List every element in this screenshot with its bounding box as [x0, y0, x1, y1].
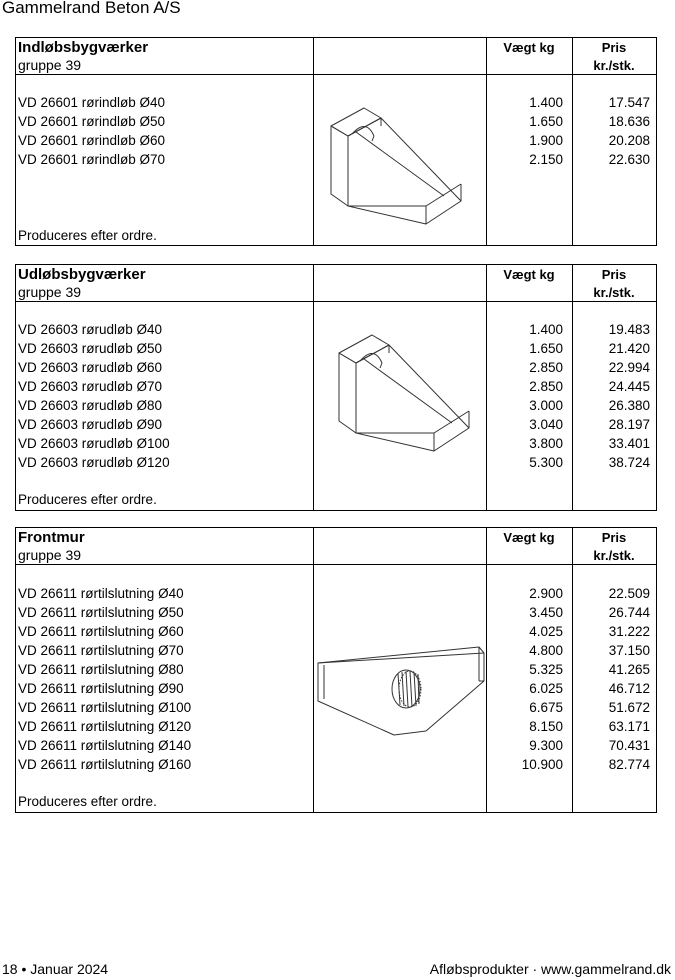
price-header: Pris: [601, 530, 627, 545]
product-name: VD 26611 rørtilslutning Ø80: [18, 662, 184, 677]
weight-header: Vægt kg: [503, 267, 555, 282]
product-weight: 1.900: [529, 133, 563, 148]
product-name: VD 26611 rørtilslutning Ø100: [18, 700, 192, 715]
product-name: VD 26601 rørindløb Ø50: [18, 114, 166, 129]
product-name: VD 26601 rørindløb Ø40: [18, 95, 166, 110]
unit-header: kr./stk.: [593, 548, 635, 563]
company-name: Gammelrand Beton A/S: [2, 0, 181, 17]
product-name: VD 26603 rørudløb Ø100: [18, 436, 170, 451]
product-price: 51.672: [608, 700, 650, 715]
section-title: Frontmur: [18, 529, 85, 546]
product-weight: 4.025: [529, 624, 563, 639]
unit-header: kr./stk.: [593, 58, 635, 73]
product-weight: 1.650: [529, 114, 563, 129]
product-name: VD 26611 rørtilslutning Ø60: [18, 624, 184, 639]
section-group: gruppe 39: [18, 547, 82, 563]
section-udloebsbygvaerker: [15, 264, 657, 511]
product-price: 70.431: [608, 738, 650, 753]
product-price: 22.994: [608, 360, 650, 375]
footer-site: Afløbsprodukter · www.gammelrand.dk: [429, 961, 671, 977]
production-note: Produceres efter ordre.: [18, 492, 157, 507]
product-price: 28.197: [608, 417, 650, 432]
section-title: Indløbsbygværker: [18, 39, 149, 56]
footer-page-date: 18 • Januar 2024: [2, 961, 109, 977]
product-price: 31.222: [608, 624, 650, 639]
product-weight: 10.900: [521, 757, 563, 772]
weight-header: Vægt kg: [503, 40, 555, 55]
product-price: 17.547: [608, 95, 650, 110]
product-price: 38.724: [608, 455, 650, 470]
table-row: [16, 624, 656, 643]
product-weight: 1.400: [529, 95, 563, 110]
product-weight: 9.300: [529, 738, 563, 753]
product-name: VD 26603 rørudløb Ø80: [18, 398, 163, 413]
section-indloebsbygvaerker: [15, 37, 657, 246]
product-weight: 3.450: [529, 605, 563, 620]
product-weight: 1.400: [529, 322, 563, 337]
product-name: VD 26611 rørtilslutning Ø50: [18, 605, 184, 620]
section-title: Udløbsbygværker: [18, 266, 146, 283]
product-name: VD 26603 rørudløb Ø60: [18, 360, 163, 375]
product-name: VD 26611 rørtilslutning Ø40: [18, 586, 184, 601]
product-price: 41.265: [608, 662, 650, 677]
product-weight: 2.900: [529, 586, 563, 601]
production-note: Produceres efter ordre.: [18, 794, 157, 809]
product-name: VD 26611 rørtilslutning Ø140: [18, 738, 192, 753]
product-weight: 6.025: [529, 681, 563, 696]
product-name: VD 26611 rørtilslutning Ø90: [18, 681, 184, 696]
product-price: 37.150: [608, 643, 650, 658]
product-price: 20.208: [608, 133, 650, 148]
product-price: 21.420: [608, 341, 650, 356]
section-group: gruppe 39: [18, 57, 82, 73]
product-weight: 2.850: [529, 360, 563, 375]
product-weight: 4.800: [529, 643, 563, 658]
product-weight: 5.300: [529, 455, 563, 470]
product-price: 26.744: [608, 605, 650, 620]
product-weight: 1.650: [529, 341, 563, 356]
product-name: VD 26603 rørudløb Ø120: [18, 455, 170, 470]
table-row: [16, 757, 656, 776]
product-name: VD 26603 rørudløb Ø90: [18, 417, 163, 432]
unit-header: kr./stk.: [593, 285, 635, 300]
product-name: VD 26601 rørindløb Ø60: [18, 133, 166, 148]
table-row: [16, 605, 656, 624]
product-name: VD 26601 rørindløb Ø70: [18, 152, 166, 167]
product-weight: 3.000: [529, 398, 563, 413]
product-name: VD 26611 rørtilslutning Ø160: [18, 757, 192, 772]
product-weight: 2.150: [529, 152, 563, 167]
front-wall-drawing: [314, 643, 486, 743]
product-weight: 5.325: [529, 662, 563, 677]
product-name: VD 26603 rørudløb Ø70: [18, 379, 163, 394]
product-name: VD 26603 rørudløb Ø50: [18, 341, 163, 356]
production-note: Produceres efter ordre.: [18, 228, 157, 243]
section-group: gruppe 39: [18, 284, 82, 300]
product-price: 63.171: [608, 719, 650, 734]
weight-header: Vægt kg: [503, 530, 555, 545]
header-divider: [16, 564, 656, 565]
product-price: 19.483: [608, 322, 650, 337]
outlet-structure-drawing: [334, 323, 474, 458]
product-name: VD 26611 rørtilslutning Ø70: [18, 643, 184, 658]
product-name: VD 26611 rørtilslutning Ø120: [18, 719, 192, 734]
product-price: 22.509: [608, 586, 650, 601]
product-price: 82.774: [608, 757, 650, 772]
product-price: 24.445: [608, 379, 650, 394]
product-price: 26.380: [608, 398, 650, 413]
product-name: VD 26603 rørudløb Ø40: [18, 322, 163, 337]
product-weight: 6.675: [529, 700, 563, 715]
product-weight: 3.800: [529, 436, 563, 451]
inlet-structure-drawing: [326, 96, 466, 231]
product-weight: 3.040: [529, 417, 563, 432]
section-frontmur: [15, 527, 657, 813]
product-weight: 8.150: [529, 719, 563, 734]
price-header: Pris: [601, 267, 627, 282]
header-divider: [16, 74, 656, 75]
table-row: [16, 586, 656, 605]
product-price: 22.630: [608, 152, 650, 167]
product-price: 33.401: [608, 436, 650, 451]
product-price: 18.636: [608, 114, 650, 129]
product-weight: 2.850: [529, 379, 563, 394]
header-divider: [16, 301, 656, 302]
price-header: Pris: [601, 40, 627, 55]
product-price: 46.712: [608, 681, 650, 696]
